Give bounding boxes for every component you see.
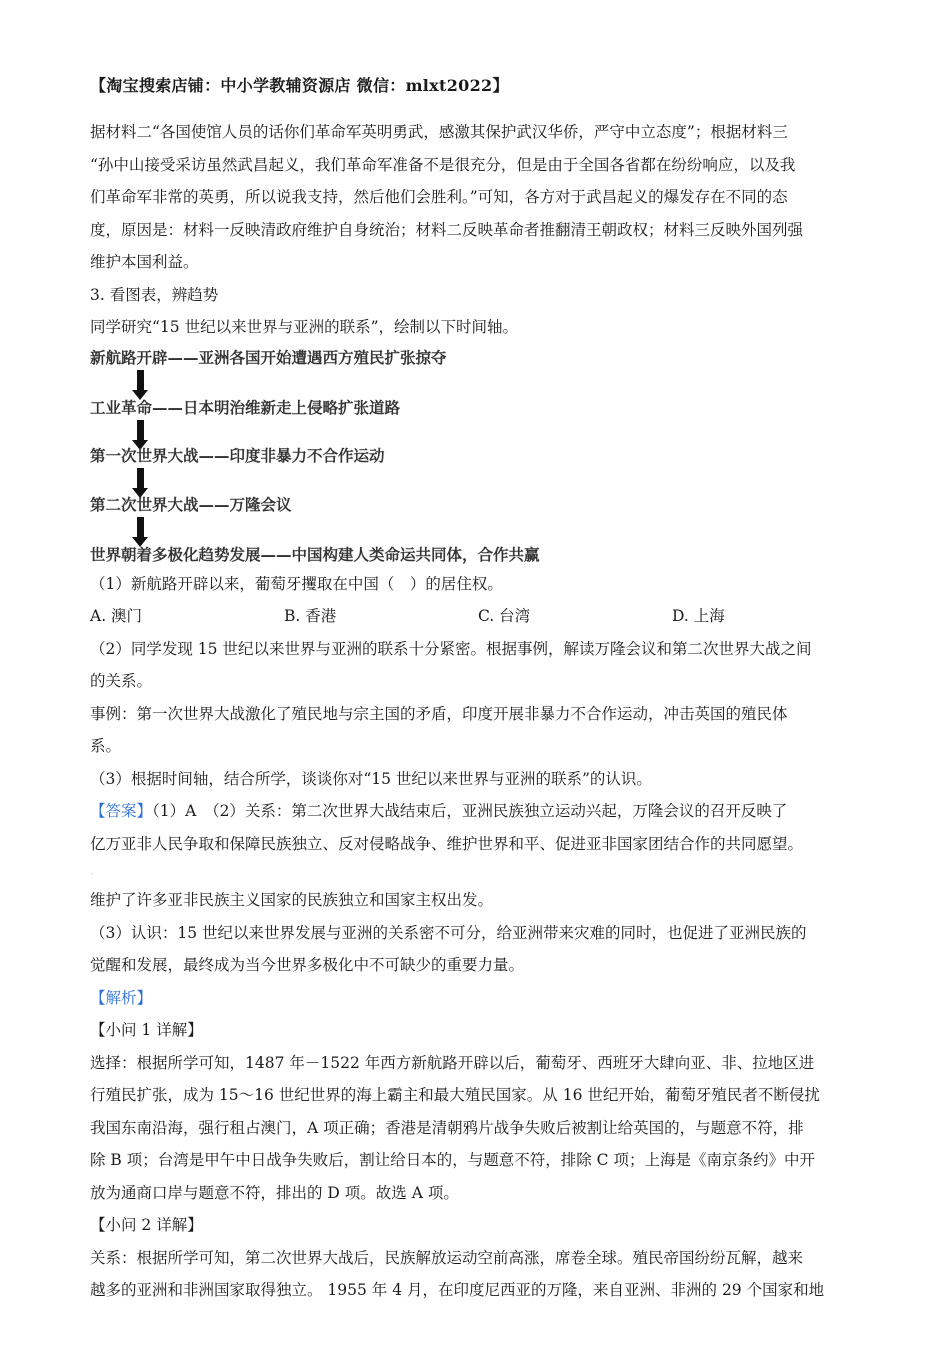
intro-line: 度，原因是：材料一反映清政府维护自身统治；材料二反映革命者推翻清王朝政权；材料三反映外国列强 (90, 220, 804, 239)
sub-question-3: （3）根据时间轴，结合所学，谈谈你对“15 世纪以来世界与亚洲的联系”的认识。 (90, 769, 652, 788)
answer-continuation: 维护了许多亚非民族主义国家的民族独立和国家主权出发。 (90, 891, 494, 909)
answer-line: 亿万亚非人民争取和保障民族独立、反对侵略战争、维护世界和平、促进亚非国家团结合作的共同愿望。 (90, 834, 804, 853)
down-arrow-icon (132, 468, 148, 498)
sub-1-text: 放为通商口岸与题意不符，排出的 D 项。故选 A 项。 (90, 1183, 459, 1202)
down-arrow-icon (132, 517, 148, 547)
timeline-item: 第二次世界大战——万隆会议 (90, 495, 292, 514)
sub-1-label: 【小问 1 详解】 (90, 1021, 203, 1039)
example-text: 事例：第一次世界大战激化了殖民地与宗主国的矛盾，印度开展非暴力不合作运动，冲击英国的殖民体 (90, 704, 788, 723)
timeline-item: 工业革命——日本明治维新走上侵略扩张道路 (90, 398, 401, 417)
sub-question-2: 的关系。 (90, 672, 153, 690)
option-c: C. 台湾 (478, 607, 531, 625)
answer-line: 【答案】（1）A （2）关系：第二次世界大战结束后，亚洲民族独立运动兴起，万隆会议的召开反映了 (90, 802, 788, 820)
option-a: A. 澳门 (90, 607, 143, 625)
sub-1-text: 行殖民扩张，成为 15～16 世纪世界的海上霸主和最大殖民国家。从 16 世纪开始，葡萄牙殖民者不断侵扰 (90, 1086, 820, 1104)
option-b: B. 香港 (284, 607, 337, 625)
sub-1-text: 选择：根据所学可知，1487 年－1522 年西方新航路开辟以后，葡萄牙、西班牙大肆向亚、非、拉地区进 (90, 1053, 815, 1072)
option-d: D. 上海 (672, 607, 725, 625)
example-text: 系。 (90, 737, 122, 755)
intro-line: 们革命军非常的英勇，所以说我支持，然后他们会胜利。”可知，各方对于武昌起义的爆发存在不同的态 (90, 188, 788, 206)
intro-line: “孙中山接受采访虽然武昌起义，我们革命军准备不是很充分，但是由于全国各省都在纷纷响应，以及我 (90, 155, 796, 174)
timeline-item: 第一次世界大战——印度非暴力不合作运动 (90, 446, 385, 465)
answer-3-line: （3）认识：15 世纪以来世界发展与亚洲的关系密不可分，给亚洲带来灾难的同时，也促进了亚洲民族的 (90, 923, 807, 942)
timeline-item: 世界朝着多极化趋势发展——中国构建人类命运共同体，合作共赢 (90, 545, 540, 564)
sub-question-2: （2）同学发现 15 世纪以来世界与亚洲的联系十分紧密。根据事例，解读万隆会议和第二次世界大战之间 (90, 639, 812, 658)
sub-1-text: 我国东南沿海，强行租占澳门，A 项正确；香港是清朝鸦片战争失败后被割让给英国的，与题意不符，排 (90, 1118, 804, 1137)
timeline-item: 新航路开辟——亚洲各国开始遭遇西方殖民扩张掠夺 (90, 348, 447, 367)
options-row (90, 600, 870, 633)
timeline-figure (90, 346, 870, 568)
sub-1-text: 除 B 项；台湾是甲午中日战争失败后，割让给日本的，与题意不符，排除 C 项；上海是《南京条约》中开 (90, 1151, 815, 1169)
intro-line: 维护本国利益。 (90, 253, 199, 271)
sub-2-label: 【小问 2 详解】 (90, 1216, 203, 1234)
document-page (90, 56, 870, 1307)
question-3-lead: 同学研究“15 世纪以来世界与亚洲的联系”，绘制以下时间轴。 (90, 318, 519, 336)
sub-question-1: （1）新航路开辟以来，葡萄牙攫取在中国（ ）的居住权。 (90, 574, 503, 593)
sub-2-text: 关系：根据所学可知，第二次世界大战后，民族解放运动空前高涨，席卷全球。殖民帝国纷纷瓦解，越来 (90, 1248, 804, 1267)
down-arrow-icon (132, 370, 148, 400)
analysis-label: 【解析】 (90, 988, 153, 1007)
sub-2-text: 越多的亚洲和非洲国家取得独立。 1955 年 4 月，在印度尼西亚的万隆，来自亚洲、非洲的 29 个国家和地 (90, 1281, 825, 1299)
store-header: 【淘宝搜索店铺：中小学教辅资源店 微信：mlxt2022】 (90, 76, 509, 95)
question-3-title: 3. 看图表，辨趋势 (90, 285, 219, 304)
answer-3-line: 觉醒和发展，最终成为当今世界多极化中不可缺少的重要力量。 (90, 956, 525, 974)
intro-line: 据材料二“各国使馆人员的话你们革命军英明勇武，感激其保护武汉华侨，严守中立态度”；根据材料三 (90, 123, 788, 141)
answer-label: 【答案】 (90, 802, 153, 820)
tiny-mark: . (90, 867, 93, 876)
